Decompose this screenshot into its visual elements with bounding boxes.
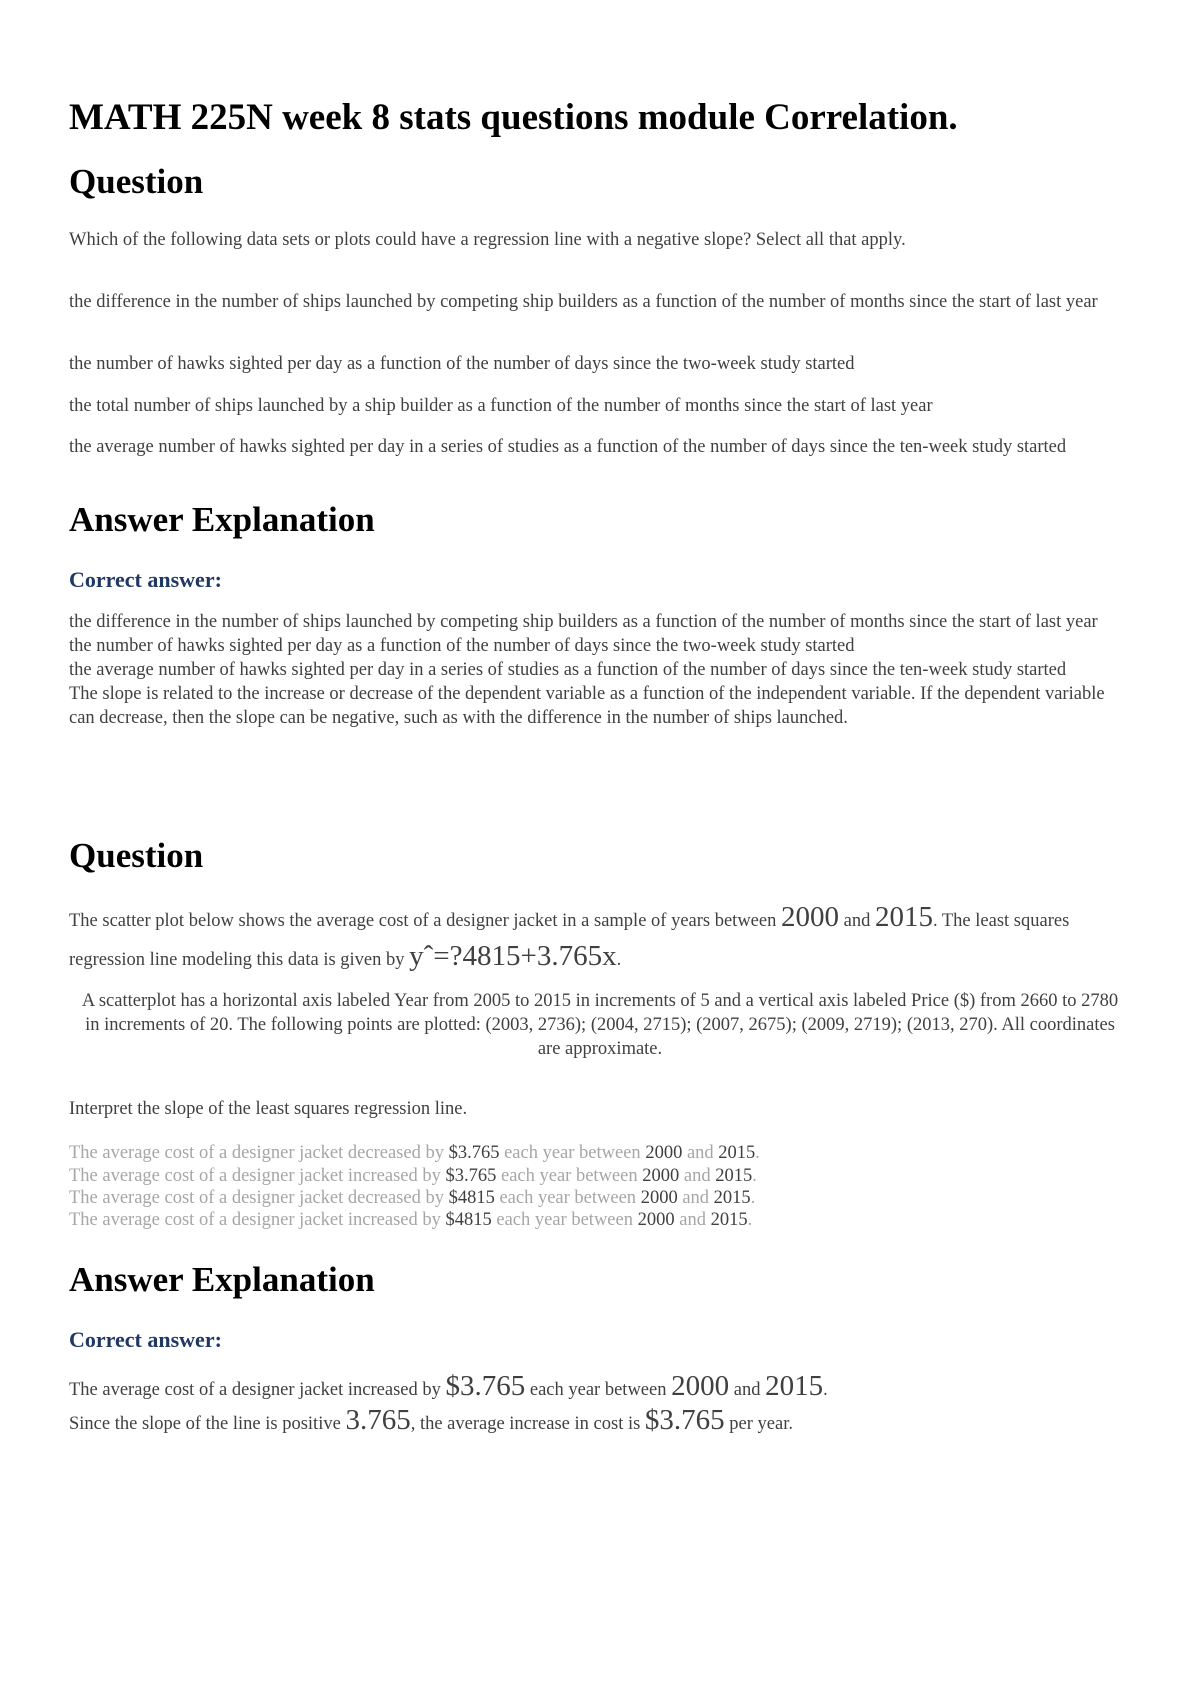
answer-1-explanation: The slope is related to the increase or decrease of the dependent variable as a function of the independent variable. If the dependent variable can decrease, then the slope can be negative, such as with the difference in the number of ships launched. <box>69 684 1105 728</box>
question-2-intro: The scatter plot below shows the average cost of a designer jacket in a sample of years between 2000 and 2015. The least squares regression line modeling this data is given by yˆ=?4815+3.765x. <box>69 901 1070 972</box>
question-1-option: the total number of ships launched by a ship builder as a function of the number of months since the start of last year <box>69 396 933 416</box>
question-2-heading: Question <box>69 836 204 875</box>
answer-2-reason: Since the slope of the line is positive 3.765, the average increase in cost is $3.765 per year. <box>69 1404 793 1436</box>
question-2-option: The average cost of a designer jacket increased by $4815 each year between 2000 and 2015. <box>69 1210 753 1230</box>
question-2-interpret-prompt: Interpret the slope of the least squares regression line. <box>69 1099 468 1119</box>
year-start: 2000 <box>780 901 839 933</box>
answer-1-item: the number of hawks sighted per day as a function of the number of days since the two-week study started <box>69 636 855 656</box>
answer-1-item: the average number of hawks sighted per day in a series of studies as a function of the number of days since the ten-week study started <box>69 660 1067 680</box>
correct-answer-1-label: Correct answer: <box>69 567 222 592</box>
answer-2-text: The average cost of a designer jacket increased by $3.765 each year between 2000 and 2015. <box>69 1370 828 1402</box>
question-1-prompt: Which of the following data sets or plots could have a regression line with a negative slope? Select all that apply. <box>69 230 906 250</box>
document-title: MATH 225N week 8 stats questions module Correlation. <box>69 97 958 138</box>
regression-equation: yˆ=?4815+3.765x <box>409 940 617 972</box>
question-2-option: The average cost of a designer jacket decreased by $4815 each year between 2000 and 2015. <box>69 1188 756 1208</box>
answer-1-item: the difference in the number of ships launched by competing ship builders as a function of the number of months since the start of last year <box>69 612 1098 632</box>
question-1-option: the difference in the number of ships launched by competing ship builders as a function of the number of months since the start of last year <box>69 292 1098 312</box>
question-2-option: The average cost of a designer jacket decreased by $3.765 each year between 2000 and 2015. <box>69 1143 760 1163</box>
answer-1-block <box>69 610 1129 730</box>
answer-explanation-1-heading: Answer Explanation <box>69 500 375 539</box>
correct-answer-2-label: Correct answer: <box>69 1327 222 1352</box>
year-end: 2015 <box>874 901 933 933</box>
question-2-option: The average cost of a designer jacket increased by $3.765 each year between 2000 and 2015. <box>69 1166 757 1186</box>
scatterplot-description: A scatterplot has a horizontal axis labeled Year from 2005 to 2015 in increments of 5 and a vertical axis labeled Price ($) from 2660 to 2780 in increments of 20. The following points are plotted: (2003, 2736); (2004, 2715); (2007, 2675); (2009, 2719); (2013, 270). All coordinates are approximate. <box>81 991 1119 1059</box>
answer-explanation-2-heading: Answer Explanation <box>69 1260 375 1299</box>
question-1-option: the number of hawks sighted per day as a function of the number of days since the two-week study started <box>69 354 855 374</box>
question-1-option: the average number of hawks sighted per day in a series of studies as a function of the number of days since the ten-week study started <box>69 437 1067 457</box>
question-1-heading: Question <box>69 162 204 201</box>
